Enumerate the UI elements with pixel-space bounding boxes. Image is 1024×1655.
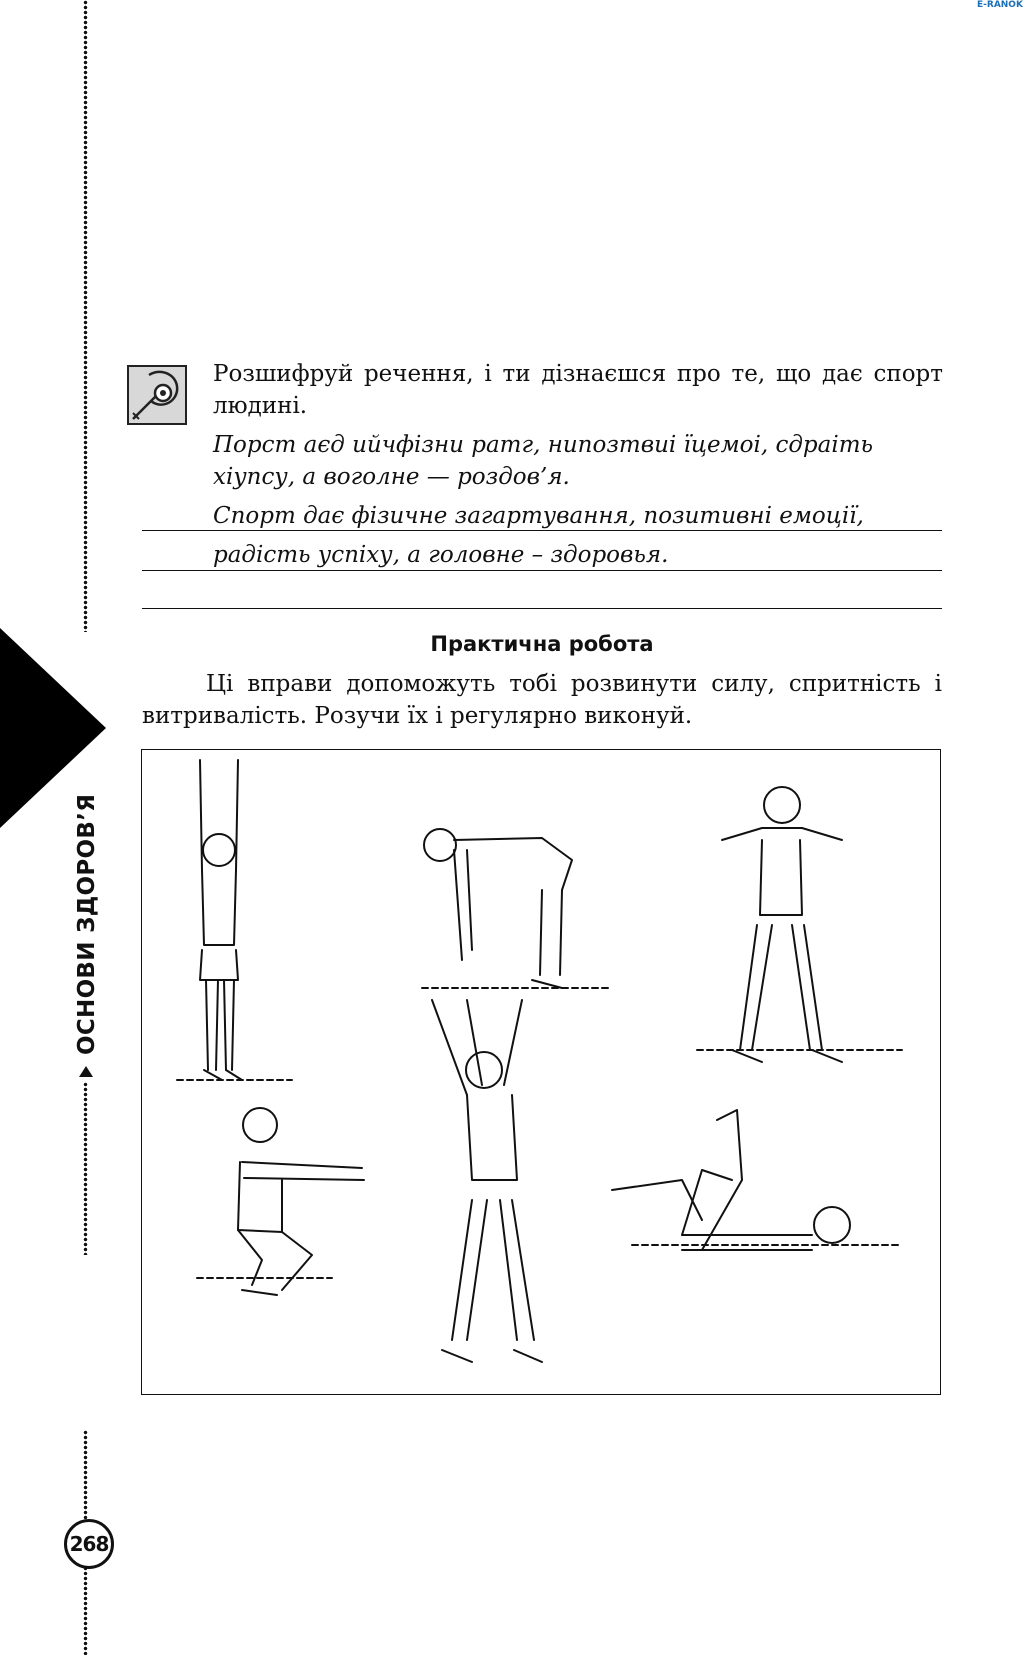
- answer-rule-1: [142, 530, 942, 531]
- answer-line-2: радість успіху, а головне – здоровья.: [213, 542, 669, 568]
- page-number: 268: [64, 1519, 114, 1569]
- publisher-logo: Е-RANOK: [977, 0, 1023, 10]
- puzzle-key-icon: [125, 363, 189, 427]
- dotted-border-foot: [83, 1566, 88, 1655]
- cipher-text: Порст аєд ийчфізни ратг, нипозтвиі їцемоі, сдраіть хіупсу, а воголне — роздов’я.: [213, 432, 874, 490]
- answer-line-1: Спорт дає фізичне загартування, позитивні емоції,: [213, 503, 864, 529]
- arrow-icon: [79, 1066, 93, 1077]
- dotted-border-top: [83, 0, 88, 632]
- practical-text: Ці вправи допоможуть тобі розвинути силу, спритність і витривалість. Розучи їх і регулярно виконуй.: [142, 671, 942, 729]
- dotted-border-bottom: [83, 1430, 88, 1520]
- practical-heading: Практична робота: [430, 632, 654, 656]
- exercise-squat-figure: [197, 1108, 364, 1295]
- exercise-lying-figure: [612, 1110, 902, 1250]
- exercise-illustration: [141, 749, 941, 1395]
- section-title: ОСНОВИ ЗДОРОВ’Я: [74, 793, 100, 1055]
- answer-rule-3: [142, 608, 942, 609]
- exercise-side-stretch-figure: [432, 1000, 542, 1362]
- exercise-arms-up-figure: [177, 760, 292, 1080]
- answer-rule-2: [142, 570, 942, 571]
- exercise-hands-behind-head-figure: [697, 787, 902, 1062]
- dotted-border-middle: [83, 1082, 88, 1255]
- exercise-forward-bend-figure: [422, 829, 612, 988]
- task-instruction: Розшифруй речення, і ти дізнаєшся про те, що дає спорт людині.: [213, 361, 943, 419]
